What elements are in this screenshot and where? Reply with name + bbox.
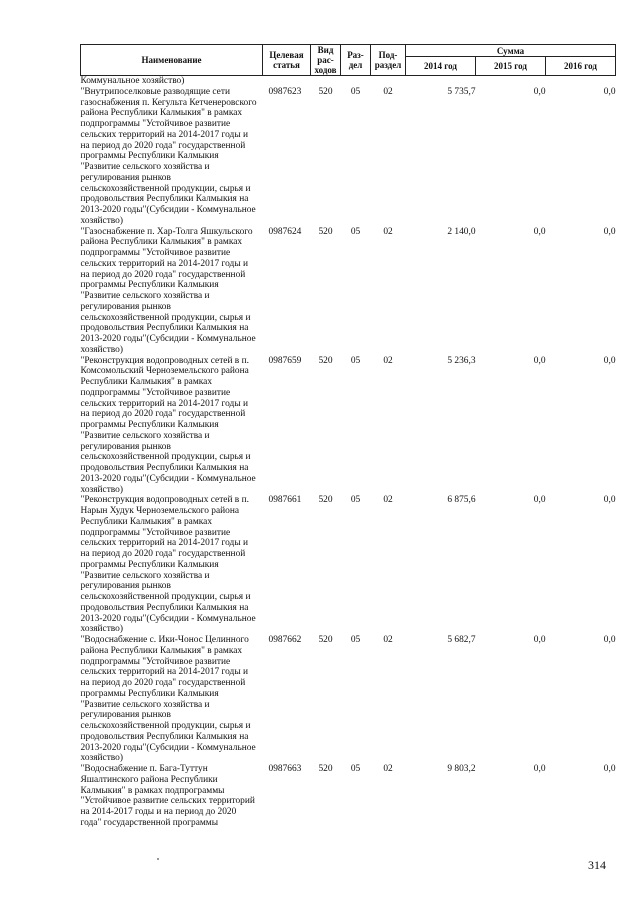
table-row [81, 227, 616, 356]
row-sum-2014: 6 875,6 [447, 495, 476, 506]
table-row [81, 87, 616, 227]
row-vid: 520 [318, 495, 333, 506]
row-name: "Реконструкция водопроводных сетей в п. Нарын Худук Черноземельского района Республики Калмыкия" в рамках подпрограммы "Устойчивое развитие сельских территорий на 2014-2017 годы и на период до 2020 года" государственной программы Республики Калмыкия "Развитие сельского хозяйства и регулирования рынков сельскохозяйственной продукции, сырья и продовольствия Республики Калмыкия на 2013-2020 годы"(Субсидии - Коммунальное хозяйство) [80, 495, 256, 635]
header-year-2016: 2016 год [546, 57, 616, 76]
row-razdel: 05 [350, 86, 361, 97]
header-sum: Сумма [406, 45, 616, 57]
table-row [81, 495, 616, 635]
row-podrazdel: 02 [383, 495, 393, 506]
row-sum-2015: 0,0 [533, 764, 546, 774]
row-sum-2016: 0,0 [603, 226, 616, 237]
row-name: "Внутрипоселковые разводящие сети газоснабжения п. Кегульта Кетченеровского района Республики Калмыкия" в рамках подпрограммы "Устойчивое развитие сельских территорий на 2014-2017 годы и на период до 2020 года" государственной программы Республики Калмыкия "Развитие сельского хозяйства и регулирования рынков сельскохозяйственной продукции, сырья и продовольствия Республики Калмыкия на 2013-2020 годы"(Субсидии - Коммунальное хозяйство) [80, 86, 257, 226]
row-target-code: 0987662 [268, 635, 302, 645]
row-name: "Водоснабжение п. Бага-Туттун Яшалтинского района Республики Калмыкия" в рамках подпрограммы "Устойчивое развитие сельских территорий на 2014-2017 годы и на период до 2020 года" государственной программы [80, 764, 255, 828]
row-razdel: 05 [350, 764, 361, 774]
row-sum-2016: 0,0 [603, 355, 616, 366]
row-podrazdel: 02 [383, 635, 393, 645]
row-vid: 520 [318, 226, 333, 237]
row-podrazdel: 02 [383, 226, 393, 237]
header-podrazdel: Под- раздел [371, 45, 406, 76]
row-razdel: 05 [350, 495, 361, 506]
budget-table [80, 44, 616, 829]
row-sum-2015: 0,0 [533, 495, 546, 506]
row-name: "Реконструкция водопроводных сетей в п. Комсомольский Черноземельского района Республики Калмыкия" в рамках подпрограммы "Устойчивое развитие сельских территорий на 2014-2017 годы и на период до 2020 года" государственной программы Республики Калмыкия "Развитие сельского хозяйства и регулирования рынков сельскохозяйственной продукции, сырья и продовольствия Республики Калмыкия на 2013-2020 годы"(Субсидии - Коммунальное хозяйство) [80, 355, 256, 495]
row-vid: 520 [318, 86, 333, 97]
header-vid: Вид рас- ходов [311, 45, 341, 76]
row-vid: 520 [318, 355, 333, 366]
page-number: 314 [588, 858, 606, 872]
row-vid: 520 [318, 635, 333, 645]
table-row [81, 764, 616, 829]
header-year-2015: 2015 год [476, 57, 546, 76]
row-podrazdel: 02 [383, 355, 393, 366]
row-podrazdel: 02 [383, 86, 393, 97]
row-sum-2014: 5 682,7 [447, 635, 476, 645]
row-razdel: 05 [350, 226, 361, 237]
carry-over-text: Коммунальное хозяйство) [80, 76, 185, 86]
row-sum-2015: 0,0 [533, 635, 546, 645]
row-sum-2016: 0,0 [603, 764, 616, 774]
row-sum-2014: 5 735,7 [447, 86, 476, 97]
carry-over-row [81, 76, 616, 87]
row-target-code: 0987659 [268, 355, 302, 366]
row-sum-2015: 0,0 [533, 355, 546, 366]
row-target-code: 0987624 [268, 226, 302, 237]
row-sum-2016: 0,0 [603, 635, 616, 645]
budget-document [80, 44, 615, 829]
row-vid: 520 [318, 764, 333, 774]
row-razdel: 05 [350, 355, 361, 366]
row-sum-2014: 9 803,2 [447, 764, 476, 774]
table-header [81, 45, 616, 76]
row-podrazdel: 02 [383, 764, 393, 774]
row-target-code: 0987623 [268, 86, 302, 97]
row-sum-2014: 5 236,3 [447, 355, 476, 366]
row-sum-2016: 0,0 [603, 495, 616, 506]
row-name: "Газоснабжение п. Хар-Толга Яшкульского района Республики Калмыкия" в рамках подпрограммы "Устойчивое развитие сельских территорий на 2014-2017 годы и на период до 2020 года" государственной программы Республики Калмыкия "Развитие сельского хозяйства и регулирования рынков сельскохозяйственной продукции, сырья и продовольствия Республики Калмыкия на 2013-2020 годы"(Субсидии - Коммунальное хозяйство) [80, 226, 256, 355]
row-sum-2015: 0,0 [533, 226, 546, 237]
row-razdel: 05 [350, 635, 361, 645]
header-target: Целевая статья [263, 45, 311, 76]
header-name: Наименование [81, 45, 263, 76]
table-row [81, 635, 616, 764]
row-sum-2016: 0,0 [603, 86, 616, 97]
row-sum-2015: 0,0 [533, 86, 546, 97]
header-razdel: Раз- дел [341, 45, 371, 76]
scan-speck [157, 858, 159, 860]
row-name: "Водоснабжение с. Ики-Чонос Целинного района Республики Калмыкия" в рамках подпрограммы "Устойчивое развитие сельских территорий на 2014-2017 годы и на период до 2020 года" государственной программы Республики Калмыкия "Развитие сельского хозяйства и регулирования рынков сельскохозяйственной продукции, сырья и продовольствия Республики Калмыкия на 2013-2020 годы"(Субсидии - Коммунальное хозяйство) [80, 635, 256, 764]
row-sum-2014: 2 140,0 [447, 226, 476, 237]
row-target-code: 0987661 [268, 495, 302, 506]
header-year-2014: 2014 год [406, 57, 476, 76]
row-target-code: 0987663 [268, 764, 302, 774]
table-row [81, 356, 616, 496]
